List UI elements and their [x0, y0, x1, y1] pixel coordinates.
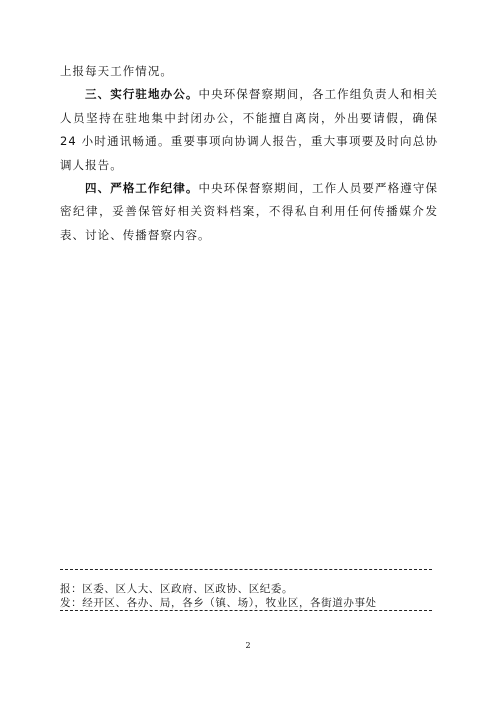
section-three-body: 中央环保督察期间，各工作组负责人和相关人员坚持在驻地集中封闭办公，不能擅自离岗，外出要请假，确保 24 小时通讯畅通。重要事项向协调人报告，重大事项要及时向总协调人报告。: [60, 87, 438, 172]
continued-paragraph: 上报每天工作情况。: [60, 64, 173, 78]
document-body: [60, 60, 438, 247]
section-four-heading: 四、严格工作纪律。: [85, 181, 199, 196]
section-three: [60, 83, 438, 177]
section-four: [60, 177, 438, 247]
distribution-top-rule: [60, 569, 432, 570]
distribution-bottom-rule: [60, 610, 432, 611]
page-number: 2: [245, 641, 251, 650]
section-four-body: 中央环保督察期间，工作人员要严格遵守保密纪律，妥善保管好相关资料档案，不得私自利用任何传播媒介发表、讨论、传播督察内容。: [60, 181, 438, 242]
send-line: 发：经开区、各办、局，各乡（镇、场），牧业区，各街道办事处: [60, 597, 377, 609]
section-three-heading: 三、实行驻地办公。: [85, 87, 199, 102]
report-line: 报：区委、区人大、区政府、区政协、区纪委。: [60, 583, 294, 595]
